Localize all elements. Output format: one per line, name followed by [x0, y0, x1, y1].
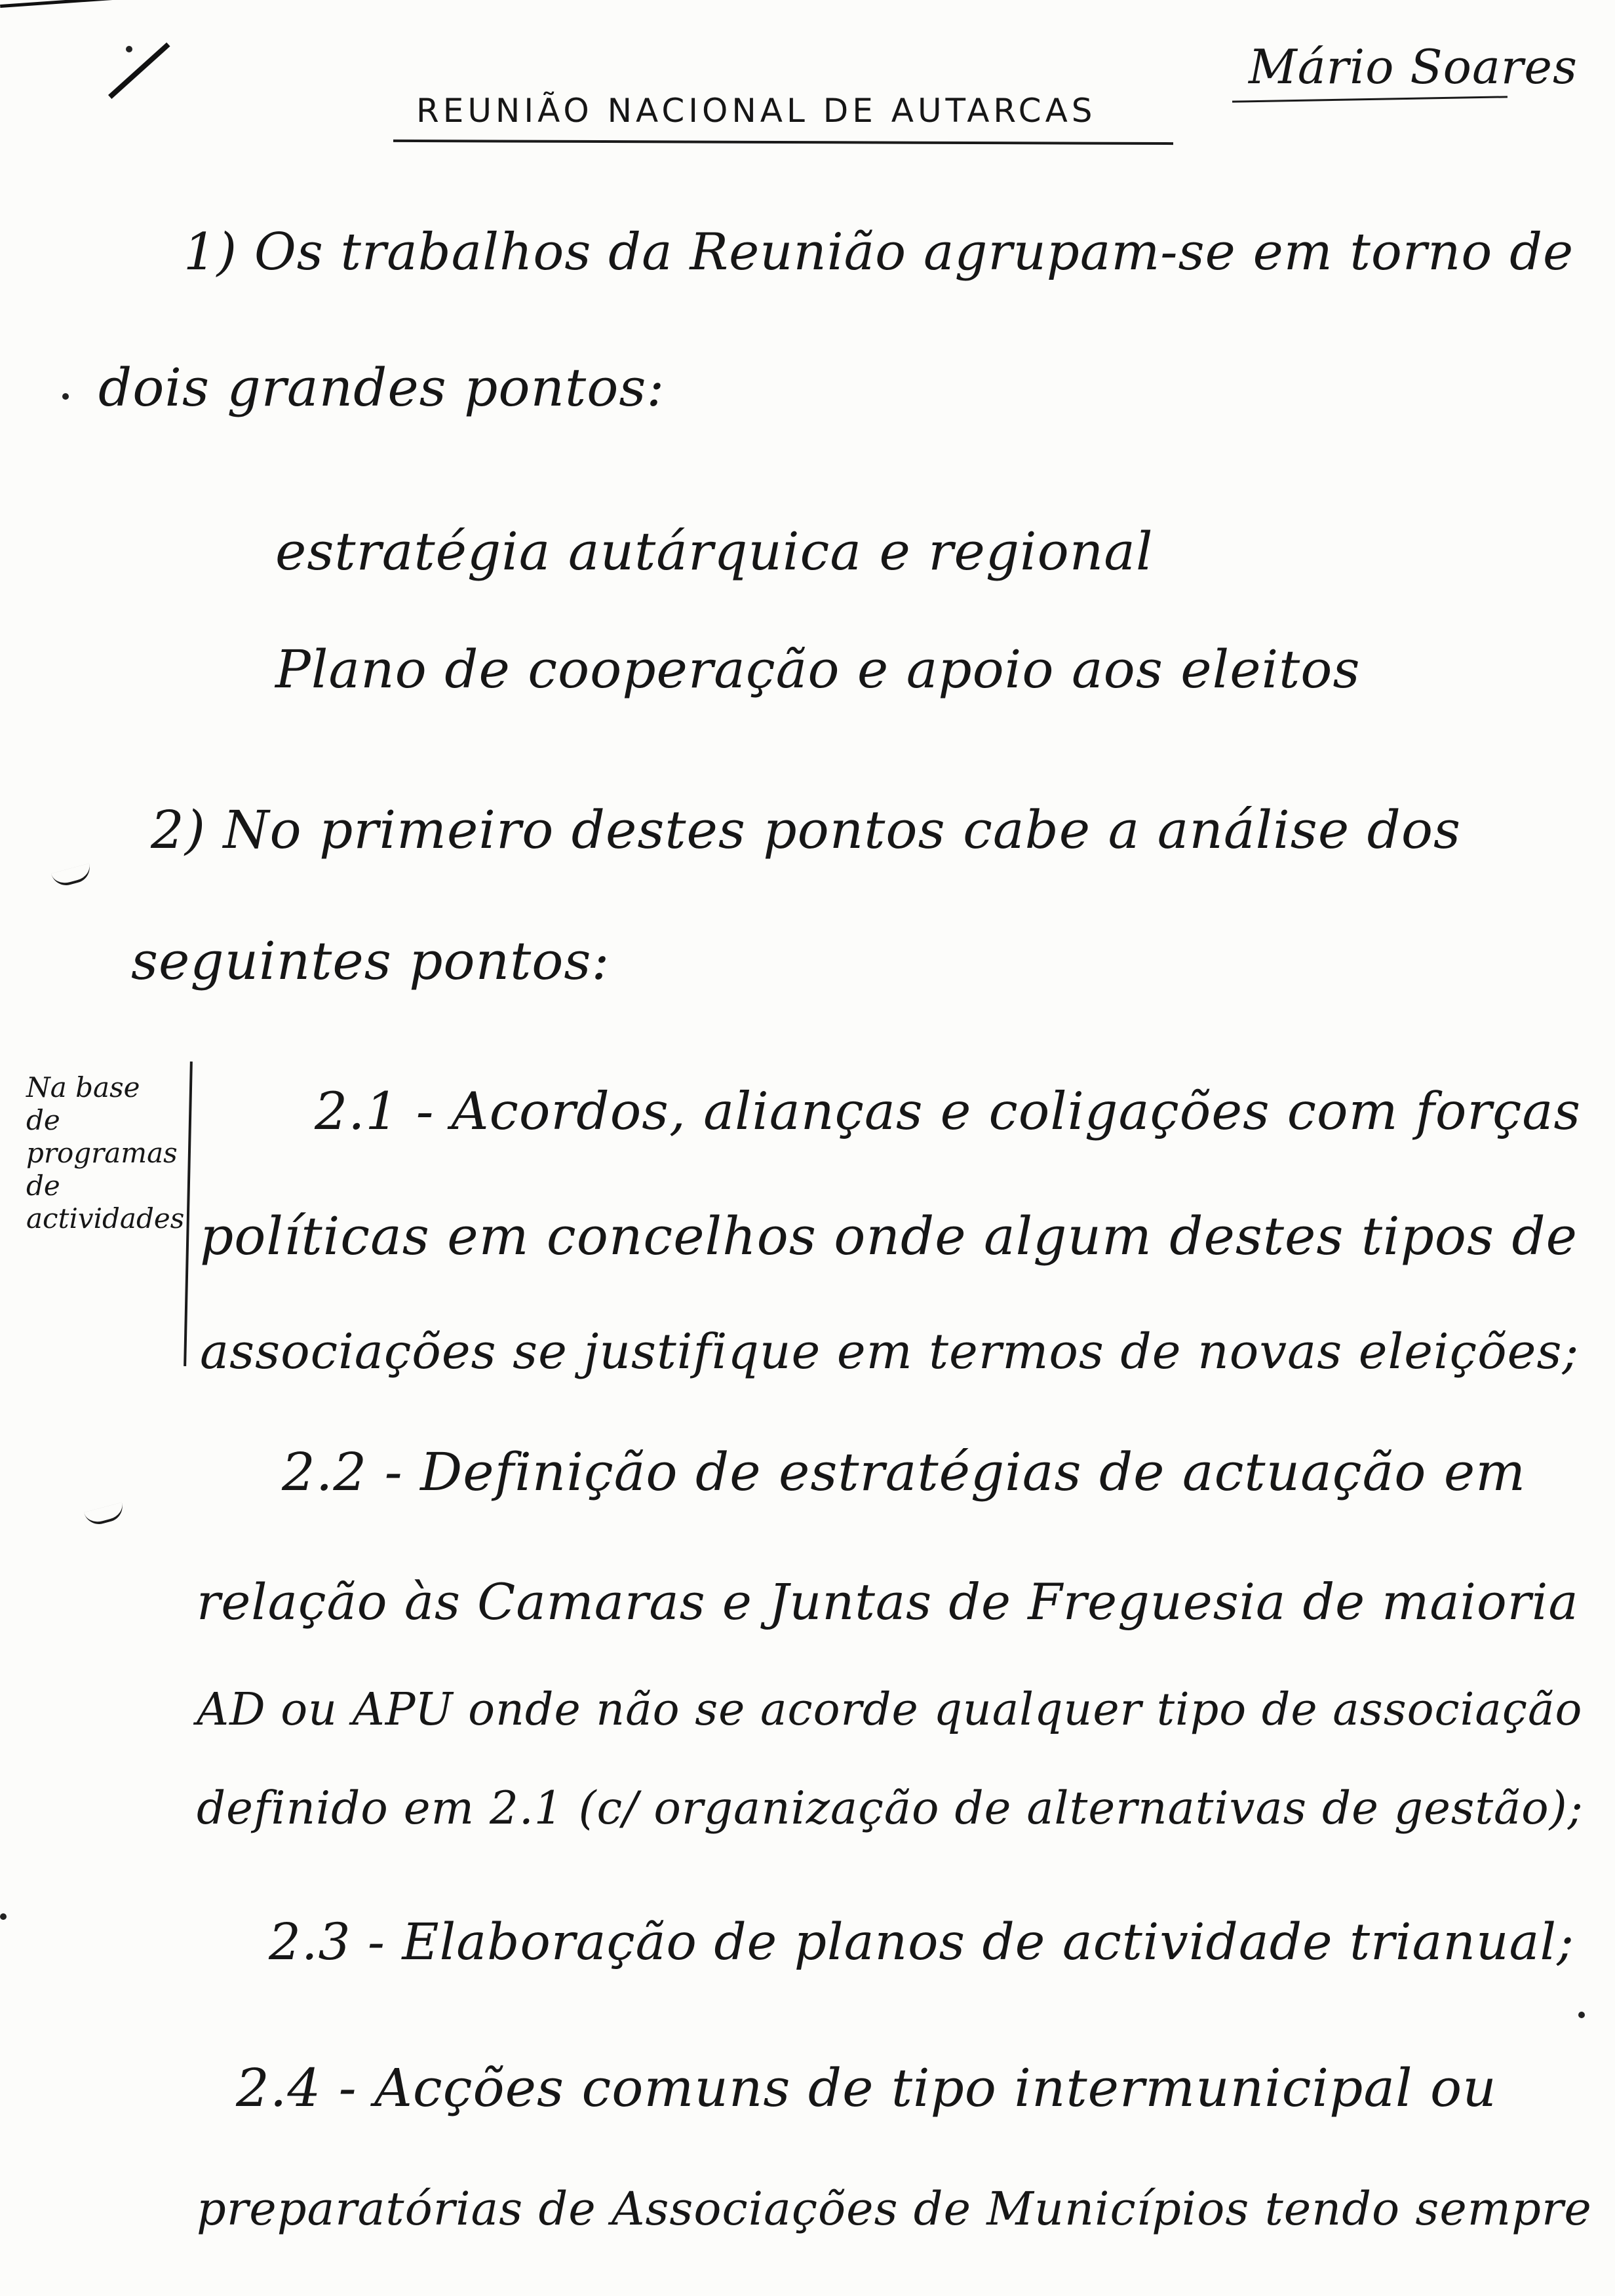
margin-rule — [184, 1062, 193, 1366]
ink-stroke — [0, 0, 131, 8]
text-line: 1) Os trabalhos da Reunião agrupam-se em torno de — [184, 223, 1574, 282]
text-line: relação às Camaras e Juntas de Freguesia de maioria — [197, 1573, 1579, 1631]
signature-underline — [1232, 96, 1508, 102]
text-line: estratégia autárquica e regional — [275, 521, 1154, 582]
margin-note-line: programas — [26, 1137, 178, 1169]
ink-dot — [62, 393, 69, 400]
text-line: preparatórias de Associações de Municípios tendo sempre — [197, 2182, 1592, 2236]
text-line: 2.3 - Elaboração de planos de actividade trianual; — [269, 1913, 1575, 1972]
ink-dot — [1578, 2012, 1585, 2018]
margin-note — [26, 1071, 184, 1235]
margin-note-line: de — [26, 1170, 60, 1202]
signature: Mário Soares — [1249, 39, 1578, 94]
ink-dot — [126, 46, 132, 52]
text-line: dois grandes pontos: — [98, 357, 665, 418]
document-title: REUNIÃO NACIONAL DE AUTARCAS — [416, 92, 1097, 130]
text-line: 2) No primeiro destes pontos cabe a análise dos — [151, 799, 1462, 860]
margin-note-line: de — [26, 1104, 60, 1136]
text-line: 2.1 - Acordos, alianças e coligações com forças — [315, 1081, 1582, 1141]
ink-mark — [51, 864, 93, 889]
text-line: seguintes pontos: — [131, 930, 610, 991]
margin-note-line: actividades — [26, 1202, 185, 1234]
text-line: definido em 2.1 (c/ organização de alternativas de gestão); — [197, 1782, 1584, 1835]
title-underline — [393, 140, 1173, 145]
margin-note-line: Na base — [26, 1071, 140, 1103]
text-line: AD ou APU onde não se acorde qualquer tipo de associação — [197, 1684, 1583, 1736]
text-line: Plano de cooperação e apoio aos eleitos — [275, 639, 1361, 700]
ink-dot — [0, 1913, 7, 1920]
text-line: associações se justifique em termos de novas eleições; — [200, 1324, 1580, 1380]
ink-mark — [84, 1502, 126, 1528]
ink-check-mark — [108, 43, 170, 99]
text-line: políticas em concelhos onde algum destes tipos de — [200, 1206, 1578, 1267]
text-line: 2.2 - Definição de estratégias de actuação em — [282, 1442, 1527, 1502]
text-line: 2.4 - Acções comuns de tipo intermunicipal ou — [236, 2057, 1497, 2118]
